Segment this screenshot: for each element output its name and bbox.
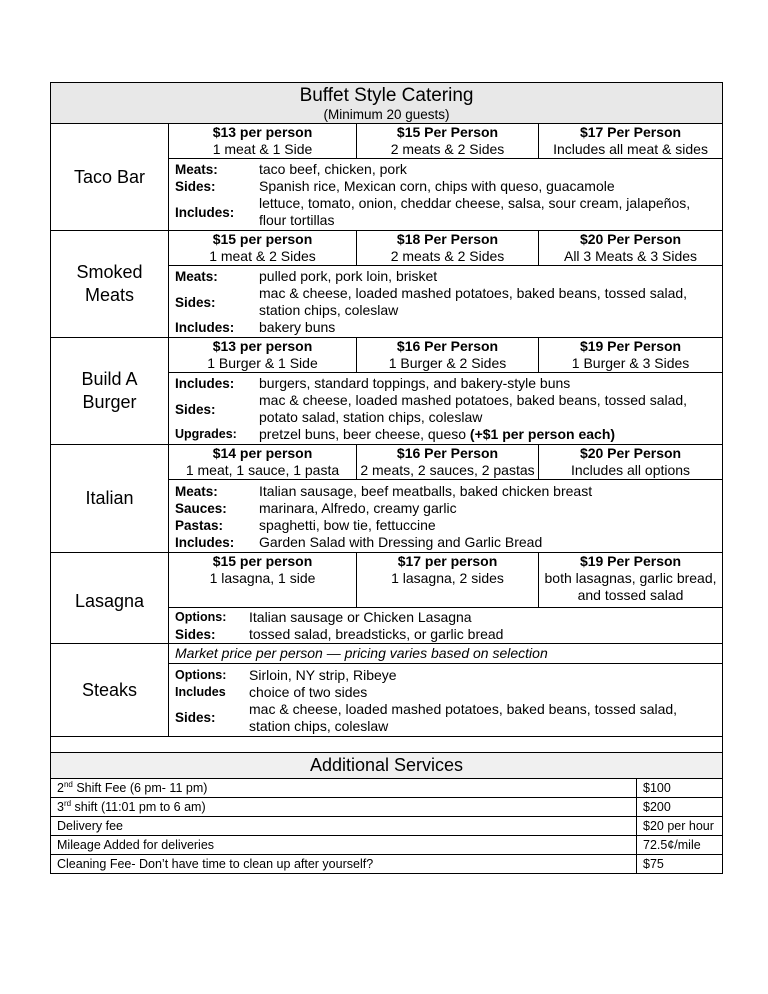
category-smoked-meats: Smoked Meats <box>51 231 169 338</box>
menu-table <box>50 82 723 753</box>
price-tier: $17 Per Person Includes all meat & sides <box>539 124 723 159</box>
market-price-note: Market price per person — pricing varies based on selection <box>169 644 723 664</box>
price-tier: $14 per person 1 meat, 1 sauce, 1 pasta <box>169 445 357 480</box>
price-tier: $15 per person 1 meat & 2 Sides <box>169 231 357 266</box>
price-tier: $13 per person 1 Burger & 1 Side <box>169 338 357 373</box>
service-row: Delivery fee $20 per hour <box>51 817 723 836</box>
additional-services-title: Additional Services <box>51 753 723 779</box>
price-tier: $16 Per Person 1 Burger & 2 Sides <box>357 338 539 373</box>
service-row: 2nd Shift Fee (6 pm- 11 pm) $100 <box>51 779 723 798</box>
catering-menu <box>50 82 722 874</box>
price-tier: $15 per person 1 lasagna, 1 side <box>169 553 357 608</box>
category-build-a-burger: Build A Burger <box>51 338 169 445</box>
spacer-row <box>51 737 723 753</box>
price-tier: $16 Per Person 2 meats, 2 sauces, 2 pastas <box>357 445 539 480</box>
price-tier: $20 Per Person All 3 Meats & 3 Sides <box>539 231 723 266</box>
section-details: Options: Sirloin, NY strip, Ribeye Includes choice of two sides Sides: mac & cheese, loaded mashed potatoes, baked beans, tossed salad, station chips, coleslaw <box>169 664 723 737</box>
price-tier: $20 Per Person Includes all options <box>539 445 723 480</box>
price-tier: $19 Per Person 1 Burger & 3 Sides <box>539 338 723 373</box>
price-tier: $19 Per Person both lasagnas, garlic bread, and tossed salad <box>539 553 723 608</box>
page-subtitle: (Minimum 20 guests) <box>323 107 450 122</box>
price-tier: $17 per person 1 lasagna, 2 sides <box>357 553 539 608</box>
category-lasagna: Lasagna <box>51 553 169 644</box>
service-row: 3rd shift (11:01 pm to 6 am) $200 <box>51 798 723 817</box>
additional-services-table <box>50 752 723 874</box>
category-steaks: Steaks <box>51 644 169 737</box>
price-tier: $18 Per Person 2 meats & 2 Sides <box>357 231 539 266</box>
section-details: Meats: pulled pork, pork loin, brisket Sides: mac & cheese, loaded mashed potatoes, baked beans, tossed salad, station chips, coleslaw Includes: bakery buns <box>169 266 723 338</box>
section-details: Options: Italian sausage or Chicken Lasagna Sides: tossed salad, breadsticks, or garlic bread <box>169 608 723 644</box>
price-tier: $15 Per Person 2 meats & 2 Sides <box>357 124 539 159</box>
section-details: Includes: burgers, standard toppings, and bakery-style buns Sides: mac & cheese, loaded mashed potatoes, baked beans, tossed salad, potato salad, station chips, coleslaw Upgrades: pretzel buns, beer cheese, queso (+$1 per person each) <box>169 373 723 445</box>
category-italian: Italian <box>51 445 169 553</box>
category-taco-bar: Taco Bar <box>51 124 169 231</box>
service-row: Mileage Added for deliveries 72.5¢/mile <box>51 836 723 855</box>
service-row: Cleaning Fee- Don’t have time to clean up after yourself? $75 <box>51 855 723 874</box>
section-details: Meats: Italian sausage, beef meatballs, baked chicken breast Sauces: marinara, Alfredo, creamy garlic Pastas: spaghetti, bow tie, fettuccine Includes: Garden Salad with Dressing and Garlic Bread <box>169 480 723 553</box>
section-details: Meats: taco beef, chicken, pork Sides: Spanish rice, Mexican corn, chips with queso, guacamole Includes: lettuce, tomato, onion, cheddar cheese, salsa, sour cream, jalapeños, flour tortillas <box>169 159 723 231</box>
page-title: Buffet Style Catering <box>299 85 474 106</box>
price-tier: $13 per person 1 meat & 1 Side <box>169 124 357 159</box>
title-cell <box>51 83 723 124</box>
